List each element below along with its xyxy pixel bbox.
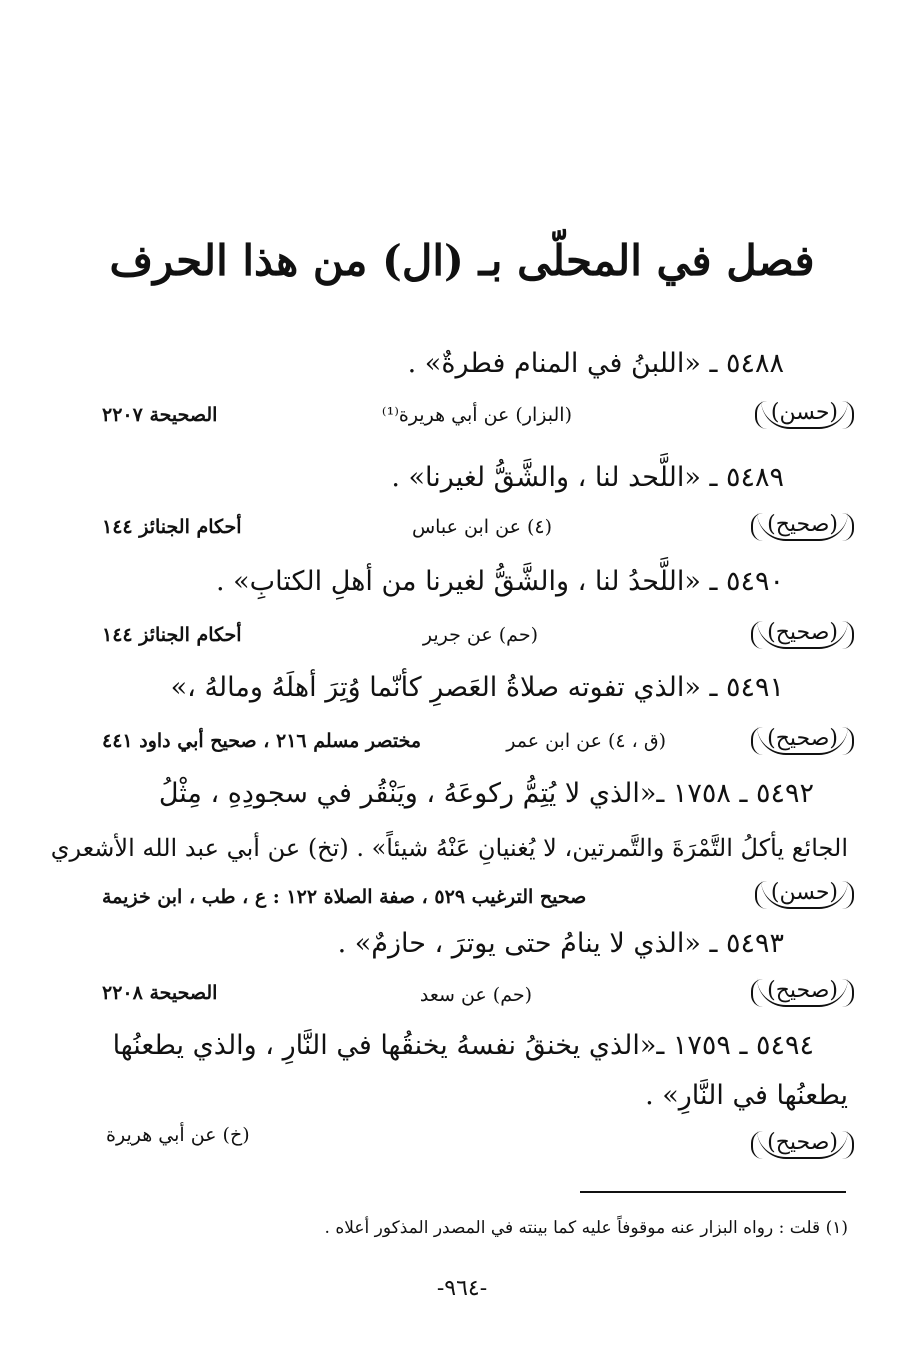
hadith-5490-source: (حم) عن جرير [422,624,538,646]
hadith-5490-grade: (صحيح) [757,620,848,649]
hadith-5494-grade: (صحيح) [757,1130,848,1159]
hadith-5489-text: ٥٤٨٩ ـ «اللَّحد لنا ، والشَّقُّ لغيرنا» . [391,462,784,493]
hadith-5493-source: (حم) عن سعد [419,984,532,1006]
hadith-5493-ref: الصحيحة ٢٢٠٨ [102,982,218,1004]
footnote-divider [580,1191,846,1193]
hadith-5494-source: (خ) عن أبي هريرة [106,1124,250,1146]
hadith-5490-text: ٥٤٩٠ ـ «اللَّحدُ لنا ، والشَّقُّ لغيرنا من أهلِ الكتابِ» . [216,566,784,597]
hadith-5489-source: (٤) عن ابن عباس [411,516,552,538]
hadith-5491-text: ٥٤٩١ ـ «الذي تفوته صلاةُ العَصرِ كأنّما وُتِرَ أهلَهُ ومالهُ ،» [170,672,784,703]
hadith-5491-source: (ق ، ٤) عن ابن عمر [506,730,666,752]
hadith-5488-source: (البزار) عن أبي هريرة⁽¹⁾ [381,404,572,426]
hadith-5490-ref: أحكام الجنائز ١٤٤ [102,624,242,646]
hadith-5492-ref: صحيح الترغيب ٥٢٩ ، صفة الصلاة ١٢٢ : ع ، طب ، ابن خزيمة [102,886,587,908]
hadith-5493-text: ٥٤٩٣ ـ «الذي لا ينامُ حتى يوترَ ، حازمٌ» . [337,928,784,959]
hadith-5489-ref: أحكام الجنائز ١٤٤ [102,516,242,538]
hadith-5488-ref: الصحيحة ٢٢٠٧ [102,404,218,426]
hadith-5488-grade: (حسن) [761,400,848,429]
hadith-5491-grade: (صحيح) [757,726,848,755]
hadith-5494-line1: ٥٤٩٤ ـ ١٧٥٩ ـ«الذي يخنقُ نفسهُ يخنقُها في النَّارِ ، والذي يطعنُها [112,1030,814,1061]
section-title: فصل في المحلّى بـ (ال) من هذا الحرف [109,236,815,285]
hadith-5491-ref: مختصر مسلم ٢١٦ ، صحيح أبي داود ٤٤١ [102,730,422,752]
hadith-5493-grade: (صحيح) [757,978,848,1007]
hadith-5492-line2: الجائع يأكلُ التَّمْرَةَ والتَّمرتين، لا يُغنيانِ عَنْهُ شيئاً» . (تخ) عن أبي عبد الله الأشعري [50,834,848,862]
page-number: -٩٦٤- [436,1276,488,1301]
hadith-5494-line2: يطعنُها في النَّارِ» . [645,1080,848,1111]
footnote: (١) قلت : رواه البزار عنه موقوفاً عليه كما بينته في المصدر المذكور أعلاه . [324,1218,848,1238]
hadith-5488-text: ٥٤٨٨ ـ «اللبنُ في المنام فطرةٌ» . [407,348,784,379]
hadith-5489-grade: (صحيح) [757,512,848,541]
hadith-5492-line1: ٥٤٩٢ ـ ١٧٥٨ ـ«الذي لا يُتِمُّ ركوعَهُ ، ويَنْقُر في سجودِهِ ، مِثْلُ [158,778,814,809]
hadith-5492-grade: (حسن) [761,880,848,909]
